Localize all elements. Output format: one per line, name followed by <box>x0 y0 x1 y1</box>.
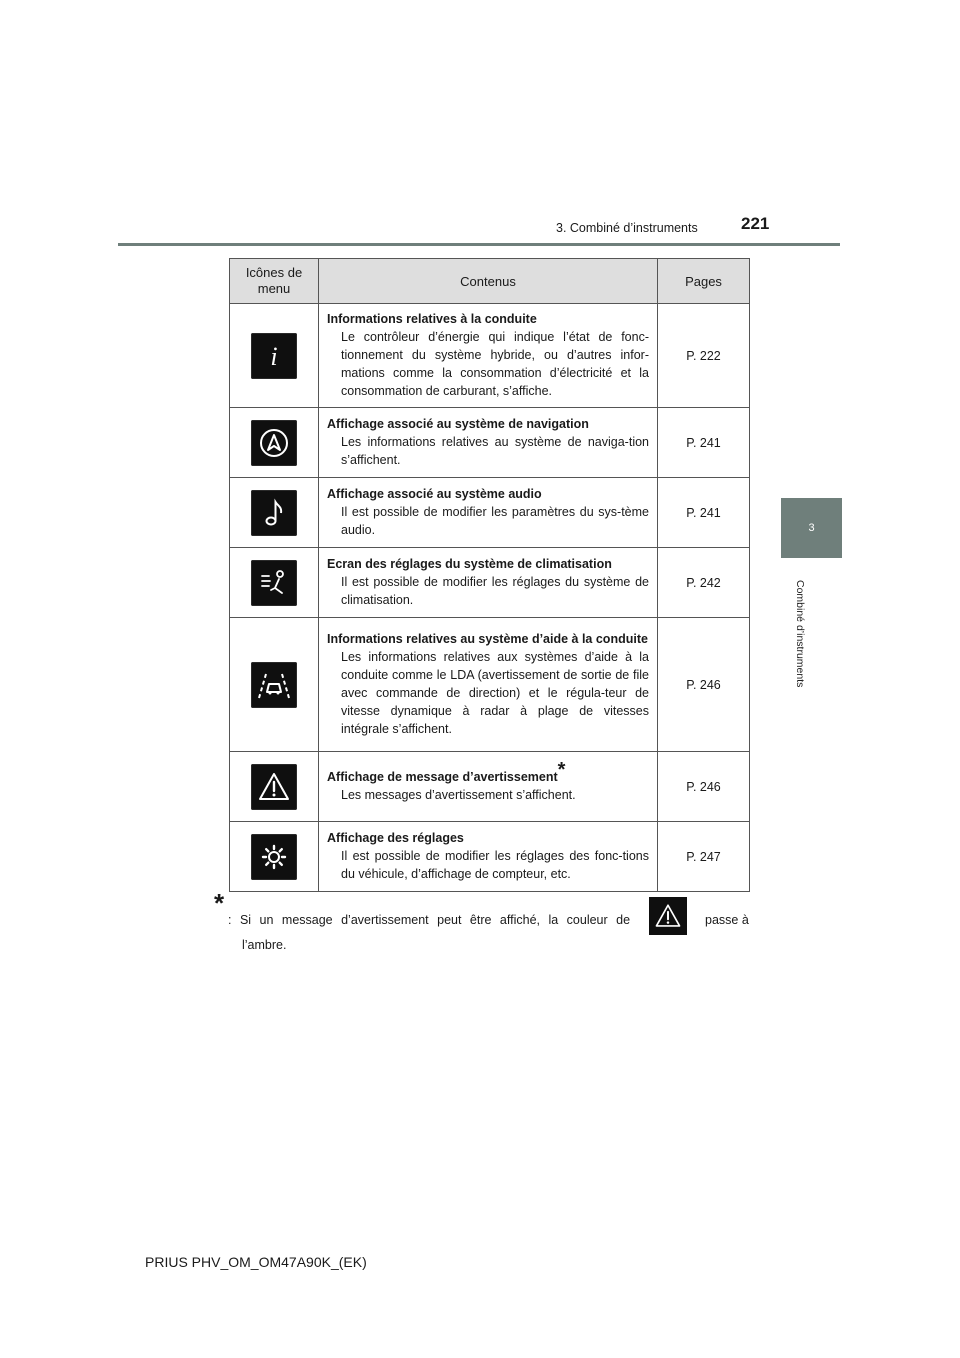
warning-icon <box>649 897 687 935</box>
menu-icons-table <box>229 258 750 892</box>
table-row <box>230 304 750 408</box>
row-title: Affichage associé au système de navigation <box>327 417 589 431</box>
row-title: Affichage associé au système audio <box>327 487 542 501</box>
page-reference[interactable]: P. 246 <box>658 618 750 752</box>
row-description: Le contrôleur d’énergie qui indique l’état de fonc-tionnement du système hybride, ou d’autres infor-mations comme la consommation d’électricité et la consommation de carburant, s’affiche. <box>341 330 649 398</box>
climate-icon <box>251 560 297 606</box>
settings-gear-icon <box>251 834 297 880</box>
row-description: Il est possible de modifier les paramètres du sys-tème audio. <box>341 505 649 537</box>
page-reference[interactable]: P. 241 <box>658 478 750 548</box>
footnote-text-after: passe à <box>705 913 749 927</box>
chapter-tab-label: Combiné d’instruments <box>794 580 806 688</box>
driving-assist-icon <box>251 662 297 708</box>
table-row <box>230 618 750 752</box>
table-row <box>230 548 750 618</box>
chapter-tab[interactable] <box>781 498 842 558</box>
row-title: Affichage de message d’avertissement <box>327 770 558 784</box>
row-title: Informations relatives au système d’aide à la conduite <box>327 632 648 646</box>
page-number: 221 <box>741 214 770 233</box>
model-code: PRIUS PHV_OM_OM47A90K_(EK) <box>145 1254 367 1270</box>
row-description: Les messages d’avertissement s’affichent. <box>341 788 576 802</box>
row-title: Ecran des réglages du système de climatisation <box>327 557 612 571</box>
navigation-icon <box>251 420 297 466</box>
table-row <box>230 478 750 548</box>
page-reference[interactable]: P. 247 <box>658 822 750 892</box>
chapter-number: 3 <box>808 522 815 534</box>
page-reference[interactable]: P. 246 <box>658 752 750 822</box>
footnote-star: * <box>214 888 225 918</box>
column-header-pages: Pages <box>658 259 750 304</box>
row-title: Informations relatives à la conduite <box>327 312 537 326</box>
row-description: Il est possible de modifier les réglages du système de climatisation. <box>341 575 649 607</box>
music-note-icon <box>251 490 297 536</box>
section-title: 3. Combiné d’instruments <box>556 221 698 235</box>
table-row <box>230 408 750 478</box>
info-icon <box>251 333 297 379</box>
table-header-row <box>230 259 750 304</box>
row-title: Affichage des réglages <box>327 831 464 845</box>
page-reference[interactable]: P. 242 <box>658 548 750 618</box>
footnote-text: : Si un message d’avertissement peut être affiché, la couleur de <box>228 913 631 927</box>
warning-icon <box>251 764 297 810</box>
table-row <box>230 752 750 822</box>
footnote-text-end: l’ambre. <box>242 938 287 952</box>
svg-text:i: i <box>270 341 278 371</box>
column-header-icons: Icônes de menu <box>230 259 319 304</box>
header-rule <box>118 243 840 246</box>
row-description: Les informations relatives aux systèmes d’aide à la conduite comme le LDA (avertissement de sortie de file avec commande de direction) et le régula-teur de vitesse dynamique à radar à plage de vitesses intégrale s’affichent. <box>341 650 649 736</box>
row-description: Il est possible de modifier les réglages des fonc-tions du véhicule, d’affichage de compteur, etc. <box>341 849 649 881</box>
page-reference[interactable]: P. 222 <box>658 304 750 408</box>
footnote-mark: * <box>557 758 566 781</box>
page-reference[interactable]: P. 241 <box>658 408 750 478</box>
column-header-contents: Contenus <box>319 259 658 304</box>
row-description: Les informations relatives au système de naviga-tion s’affichent. <box>341 435 649 467</box>
table-row <box>230 822 750 892</box>
